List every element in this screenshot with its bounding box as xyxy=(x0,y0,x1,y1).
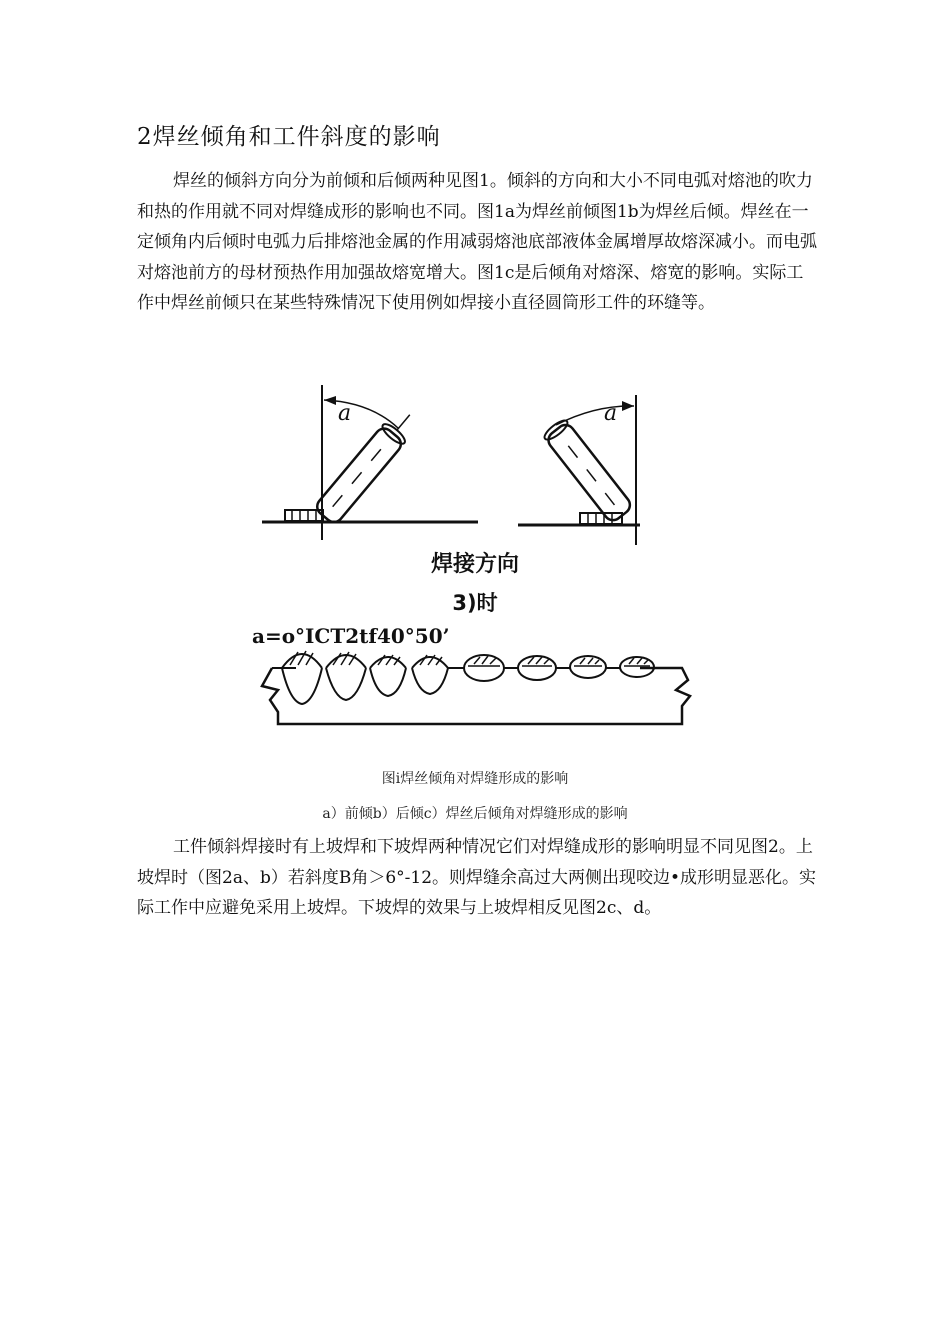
bead-3 xyxy=(370,655,406,696)
torch-forward xyxy=(314,406,421,526)
figure-caption: 图i焊丝倾角对焊缝形成的影响 xyxy=(381,771,569,787)
weld-deposit xyxy=(285,510,323,521)
angle-symbol-left: a xyxy=(338,401,352,426)
bead-6 xyxy=(518,656,556,680)
left-diagram-forward-tilt xyxy=(262,385,478,540)
angle-formula: a=o°ICT2tf40°50’ xyxy=(252,624,450,648)
welding-direction-label: 焊接方向 xyxy=(430,552,519,577)
right-diagram-backward-tilt xyxy=(518,395,640,545)
figure-subcaption: a）前倾b）后倾c）焊丝后倾角对焊缝形成的影响 xyxy=(322,806,628,822)
bead-5 xyxy=(464,655,504,681)
bead-4 xyxy=(412,655,448,694)
plate-outline xyxy=(262,668,690,724)
bead-1 xyxy=(282,651,322,704)
paragraph-text: 焊丝的倾斜方向分为前倾和后倾两种见图1。倾斜的方向和大小不同电弧对熔池的吹力和热的作用就不同对焊缝成形的影响也不同。图1a为焊丝前倾图1b为焊丝后倾。焊丝在一定倾角内后倾时电弧力后排熔池金属的作用减弱熔池底部液体金属增厚故熔深减小。而电弧对熔池前方的母材预热作用加强故熔宽增大。图1c是后倾角对熔深、熔宽的影响。实际工作中焊丝前倾只在某些特殊情况下使用例如焊接小直径圆筒形工件的环缝等。 xyxy=(137,171,817,313)
paragraph-text: 工件倾斜焊接时有上坡焊和下坡焊两种情况它们对焊缝成形的影响明显不同见图2。上坡焊时（图2a、b）若斜度Β角＞6°-12。则焊缝余高过大两侧出现咬边•成形明显恶化。实际工作中应避免采用上坡焊。下坡焊的效果与上坡焊相反见图2c、d。 xyxy=(137,837,817,918)
torch-backward xyxy=(542,417,634,523)
bead-2 xyxy=(326,652,366,700)
paragraph-workpiece-slope xyxy=(137,832,817,924)
bead-7 xyxy=(570,656,606,678)
figure-sub-label: 3)时 xyxy=(452,591,498,615)
section-heading: 2焊丝倾角和工件斜度的影响 xyxy=(137,124,441,150)
bead-cross-section-diagram xyxy=(262,651,690,724)
angle-symbol-right: a xyxy=(604,401,618,426)
